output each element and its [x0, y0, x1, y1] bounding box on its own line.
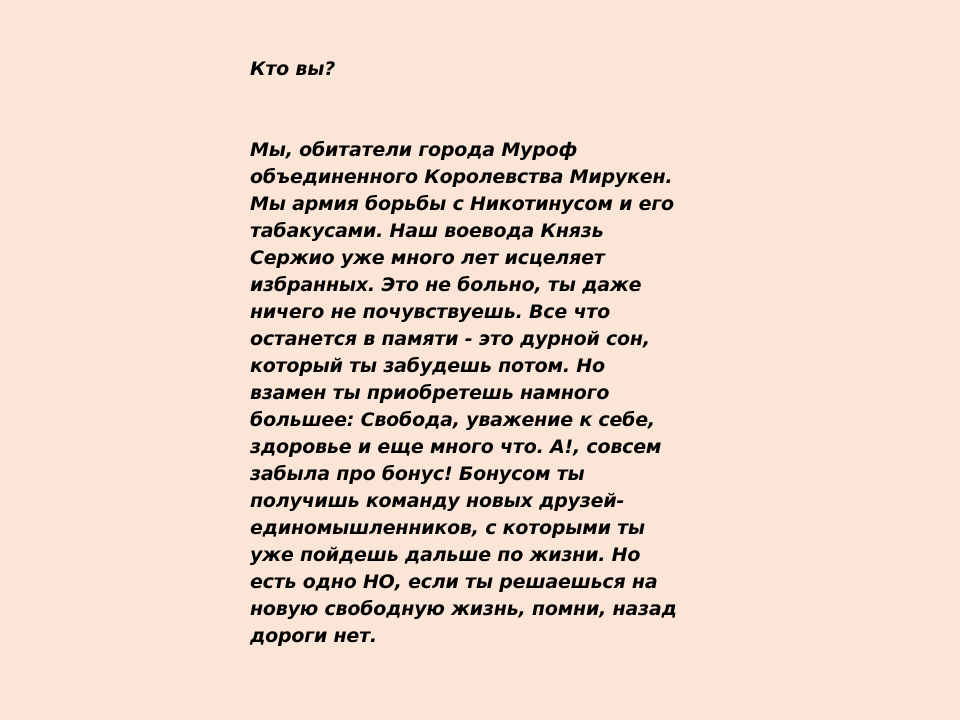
- answer-line: большее: Свобода, уважение к себе,: [250, 409, 655, 431]
- answer-line: табакусами. Наш воевода Князь: [250, 220, 604, 242]
- answer-line: есть одно НО, если ты решаешься на: [250, 571, 658, 593]
- answer-line: единомышленников, с которыми ты: [250, 517, 645, 539]
- answer-line: уже пойдешь дальше по жизни. Но: [250, 544, 641, 566]
- answer-line: избранных. Это не больно, ты даже: [250, 274, 642, 296]
- answer-line: получишь команду новых друзей-: [250, 490, 625, 512]
- answer-line: здоровье и еще много что. А!, совсем: [250, 436, 662, 458]
- answer-line: ничего не почувствуешь. Все что: [250, 301, 610, 323]
- answer-line: Мы, обитатели города Муроф: [250, 139, 578, 161]
- answer-paragraph: [250, 137, 720, 650]
- answer-line: Сержио уже много лет исцеляет: [250, 247, 605, 269]
- answer-line: взамен ты приобретешь намного: [250, 382, 610, 404]
- answer-line: дороги нет.: [250, 625, 377, 647]
- answer-line: объединенного Королевства Мирукен.: [250, 166, 673, 188]
- answer-line: забыла про бонус! Бонусом ты: [250, 463, 585, 485]
- answer-line: который ты забудешь потом. Но: [250, 355, 605, 377]
- answer-line: Мы армия борьбы с Никотинусом и его: [250, 193, 674, 215]
- answer-line: останется в памяти - это дурной сон,: [250, 328, 650, 350]
- question-heading: Кто вы?: [250, 58, 336, 80]
- answer-line: новую свободную жизнь, помни, назад: [250, 598, 677, 620]
